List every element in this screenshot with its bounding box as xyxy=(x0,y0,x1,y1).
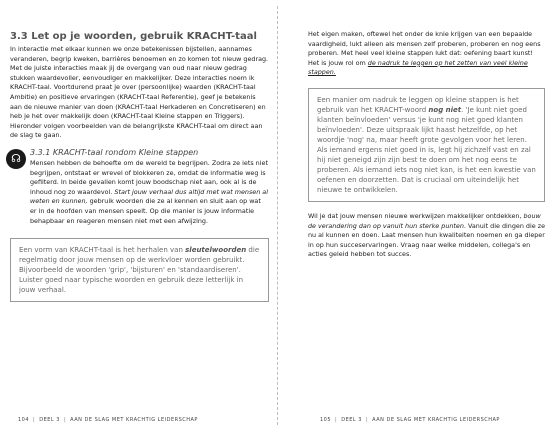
callout-part1: Een manier om nadruk te leggen op kleine stappen is het gebruik van het KRACHT-woord xyxy=(317,95,519,114)
footer-part: DEEL 3 xyxy=(39,417,60,423)
callout-part1: Een vorm van KRACHT-taal is het herhalen van xyxy=(19,246,186,255)
right-page xyxy=(278,0,555,431)
headphones-icon: ☊ xyxy=(6,149,26,169)
right-paragraph-1 xyxy=(308,30,545,78)
para-text: Mensen hebben de behoefte om de wereld te begrijpen. Zodra ze iets niet begrijpen, ontstaat er wrevel of blokkeren ze, omdat de informatie weg is gefilterd. In beide gevallen komt jouw boodschap niet aan, ook al is de inhoud nog zo waardevol. xyxy=(30,158,268,196)
right-para2-text: Wil je dat jouw mensen nieuwe werkwijzen makkelijker ontdekken, xyxy=(308,211,524,220)
footer-title: AAN DE SLAG MET KRACHTIG LEIDERSCHAP xyxy=(372,417,500,423)
right-para1-emphasis: de nadruk te leggen op het zetten van veel kleine stappen. xyxy=(308,58,528,77)
para-italic: Start jouw verhaal dus altijd met wat mensen al weten en kunnen, xyxy=(30,187,268,206)
left-page-content xyxy=(10,30,269,302)
subsection xyxy=(10,147,269,226)
callout-box-keywords xyxy=(10,238,269,302)
right-para2-rest: . Vanuit die dingen die ze nu al kunnen en doen. Laat mensen hun kwaliteiten noemen en ga dieper in op hun succeservaringen. Vraag naar welke middelen, collega's en acties geleid hebben tot succes. xyxy=(308,221,546,259)
footer-part: DEEL 3 xyxy=(341,417,362,423)
callout-box-nog-niet xyxy=(308,88,545,202)
page-number: 105 xyxy=(320,417,332,423)
section-heading: 3.3 Let op je woorden, gebruik KRACHT-taal xyxy=(10,31,257,42)
intro-paragraph: In interactie met elkaar kunnen we onze betekenissen bijstellen, aannames veranderen, begrip kweken, barrières benoemen en zo komen tot nieuw gedrag. Met de juiste interacties maak jij de overgang van oud naar nieuw gedrag stukken waardevoller, eenvoudiger en makkelijker. Deze interacties noem ik KRACHT-taal. Voortdurend praat je over (persoonlijke) waarden (KRACHT-taal Ambitie) en positieve ervaringen (KRACHT-taal Referentie), geef je betekenis aan de nieuwe manier van doen (KRACHT-taal Herkaderen en Concretiseren) en heb je het over makkelijk doen (KRACHT-taal Kleine stappen en Triggers). Hieronder volgen voorbeelden van de belangrijkste KRACHT-taal om direct aan de slag te gaan. xyxy=(10,45,269,140)
callout-text xyxy=(19,245,260,295)
footer-title: AAN DE SLAG MET KRACHTIG LEIDERSCHAP xyxy=(70,417,198,423)
callout-keyword: nog niet xyxy=(428,105,462,114)
left-footer: 104 | DEEL 3 | AAN DE SLAG MET KRACHTIG LEIDERSCHAP xyxy=(18,417,198,423)
subsection-heading: 3.3.1 KRACHT-taal rondom Kleine stappen xyxy=(30,147,199,157)
right-paragraph-2 xyxy=(308,212,545,260)
para-rest: gebruik woorden die ze al kennen en sluit aan op wat er in de hoofden van mensen speelt. Op die manier is jouw informatie behapbaar en reageren mensen niet met een afwijzing. xyxy=(30,197,261,225)
callout-text xyxy=(317,95,536,195)
right-footer: 105 | DEEL 3 | AAN DE SLAG MET KRACHTIG LEIDERSCHAP xyxy=(320,417,500,423)
right-para1-text: Het eigen maken, oftewel het onder de knie krijgen van een bepaalde vaardigheid, lukt alleen als mensen zelf proberen, proberen en nog eens proberen. Met heel veel kleine stappen lukt dat: oefening baart kunst! Het is jouw rol om xyxy=(308,30,541,67)
callout-keyword: sleutelwoorden xyxy=(185,246,247,255)
left-page xyxy=(0,0,277,431)
callout-part2: . 'Je kunt niet goed klanten beïnvloeden' versus 'je kunt nog niet goed klanten beïnvloeden'. Deze uitspraak lijkt haast hetzelfde, op het woordje 'nog' na, maar heeft grote gevolgen voor het leren. Als iemand ergens niet goed in is, legt hij zichzelf vast en zal hij niet geneigd zijn zijn best te doen om het nog eens te proberen. Als iemand iets nog niet kan, is het een kwestie van oefenen en doorzetten. Dat is cruciaal om uiteindelijk het nieuwe te ontwikkelen. xyxy=(317,105,536,194)
callout-part2: die regelmatig door jouw mensen op de werkvloer worden gebruikt. Bijvoorbeeld de woorden 'grip', 'bijsturen' en 'standaardiseren'. Luister goed naar typische woorden en gebruik deze letterlijk in jouw verhaal. xyxy=(19,246,260,295)
page-number: 104 xyxy=(18,417,30,423)
right-page-content xyxy=(308,30,545,260)
subsection-paragraph xyxy=(10,159,269,226)
right-para2-emphasis: bouw de verandering dan op vanuit hun sterke punten xyxy=(308,211,541,230)
